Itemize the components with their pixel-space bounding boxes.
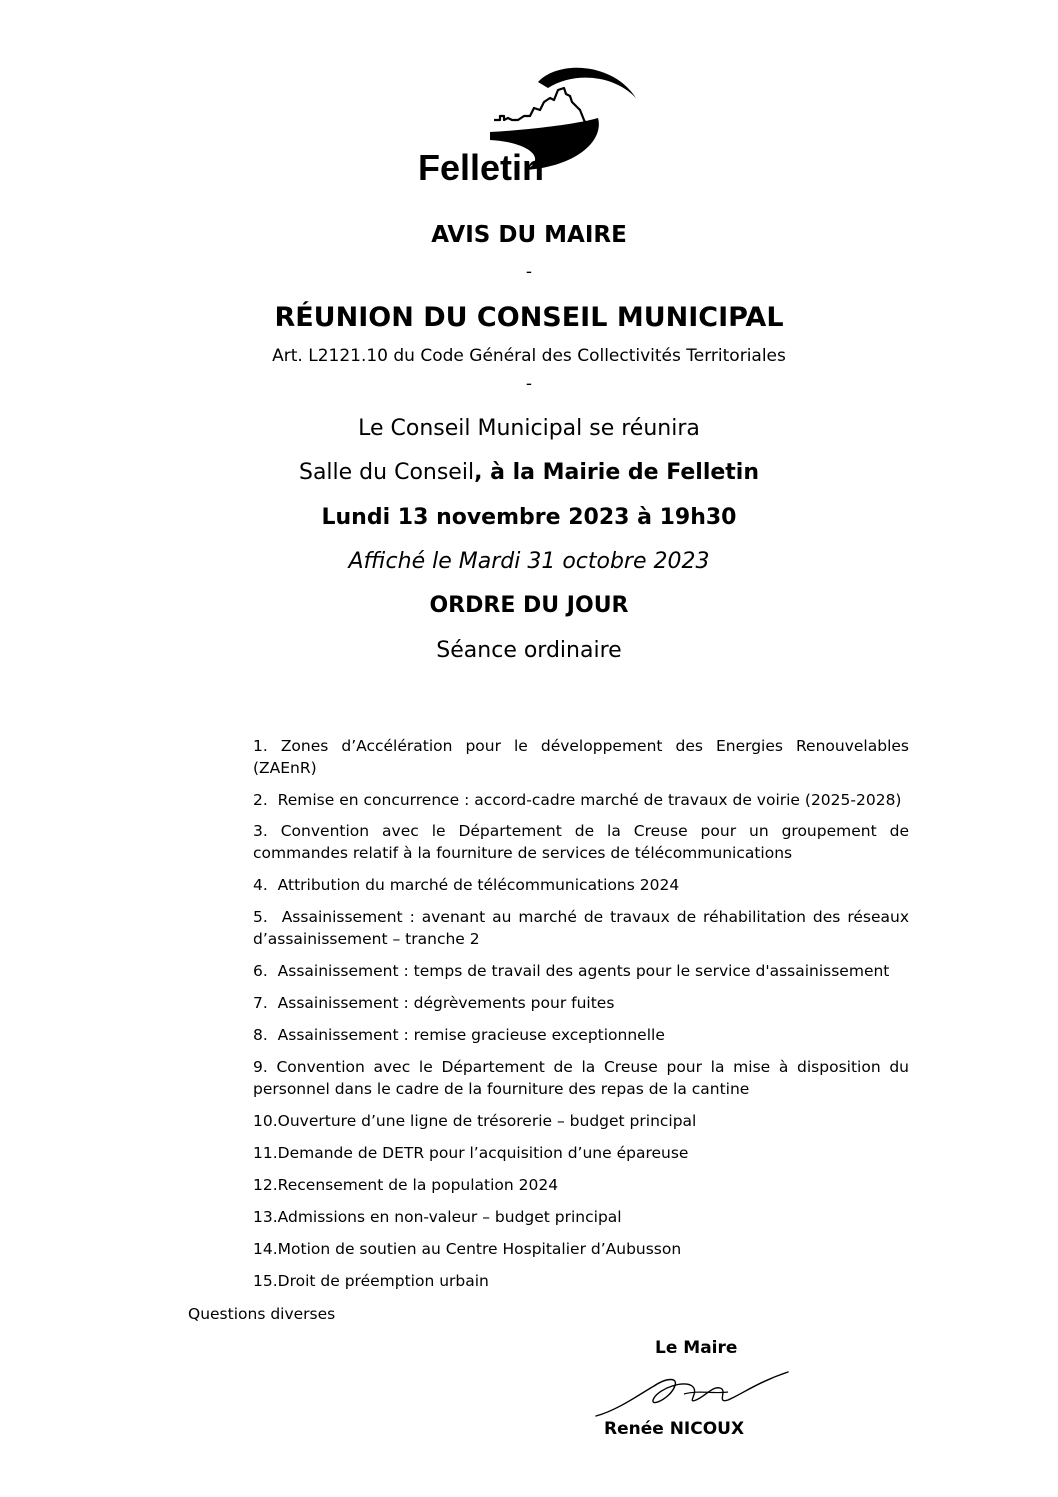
felletin-logo [408, 58, 648, 190]
separator-dash: - [525, 374, 533, 394]
agenda-item: 6. Assainissement : temps de travail des agents pour le service d'assainissement [253, 962, 890, 980]
agenda-item: 15.Droit de préemption urbain [253, 1272, 489, 1290]
separator-dash: - [525, 262, 533, 282]
mayor-name: Renée NICOUX [604, 1419, 745, 1439]
misc-questions: Questions diverses [188, 1305, 336, 1323]
handwritten-signature [588, 1364, 798, 1424]
agenda-item: 14.Motion de soutien au Centre Hospitalier d’Aubusson [253, 1240, 682, 1258]
notice-title: AVIS DU MAIRE [431, 222, 627, 248]
meeting-place [0, 460, 1058, 485]
page-heading: RÉUNION DU CONSEIL MUNICIPAL [274, 302, 784, 333]
meeting-datetime: Lundi 13 novembre 2023 à 19h30 [321, 505, 737, 530]
agenda-item: 8. Assainissement : remise gracieuse exceptionnelle [253, 1026, 665, 1044]
meeting-place-room: Salle du Conseil [298, 460, 475, 485]
legal-reference: Art. L2121.10 du Code Général des Collectivités Territoriales [272, 346, 786, 366]
agenda-item: 5. Assainissement : avenant au marché de travaux de réhabilitation des réseaux d’assainissement – tranche 2 [253, 908, 909, 948]
agenda-item: 12.Recensement de la population 2024 [253, 1176, 559, 1194]
agenda-item: 7. Assainissement : dégrèvements pour fuites [253, 994, 615, 1012]
agenda-title: ORDRE DU JOUR [429, 593, 629, 618]
meeting-place-town: , à la Mairie de Felletin [474, 460, 760, 485]
agenda-item: 2. Remise en concurrence : accord-cadre marché de travaux de voirie (2025-2028) [253, 791, 902, 809]
meeting-intro: Le Conseil Municipal se réunira [358, 416, 700, 441]
logo-text: Felletin [418, 147, 545, 188]
posted-date: Affiché le Mardi 31 octobre 2023 [348, 549, 710, 574]
agenda-item: 11.Demande de DETR pour l’acquisition d’une épareuse [253, 1144, 689, 1162]
agenda-item: 13.Admissions en non-valeur – budget principal [253, 1208, 622, 1226]
agenda-item: 1. Zones d’Accélération pour le développement des Energies Renouvelables (ZAEnR) [253, 737, 909, 777]
agenda-item: 4. Attribution du marché de télécommunications 2024 [253, 876, 680, 894]
signature-title: Le Maire [655, 1338, 738, 1358]
agenda-item: 9. Convention avec le Département de la Creuse pour la mise à disposition du personnel dans le cadre de la fourniture des repas de la cantine [253, 1058, 909, 1098]
agenda-item: 10.Ouverture d’une ligne de trésorerie – budget principal [253, 1112, 697, 1130]
agenda-item: 3. Convention avec le Département de la Creuse pour un groupement de commandes relatif à la fourniture de services de télécommunications [253, 822, 909, 862]
session-type: Séance ordinaire [436, 638, 622, 663]
